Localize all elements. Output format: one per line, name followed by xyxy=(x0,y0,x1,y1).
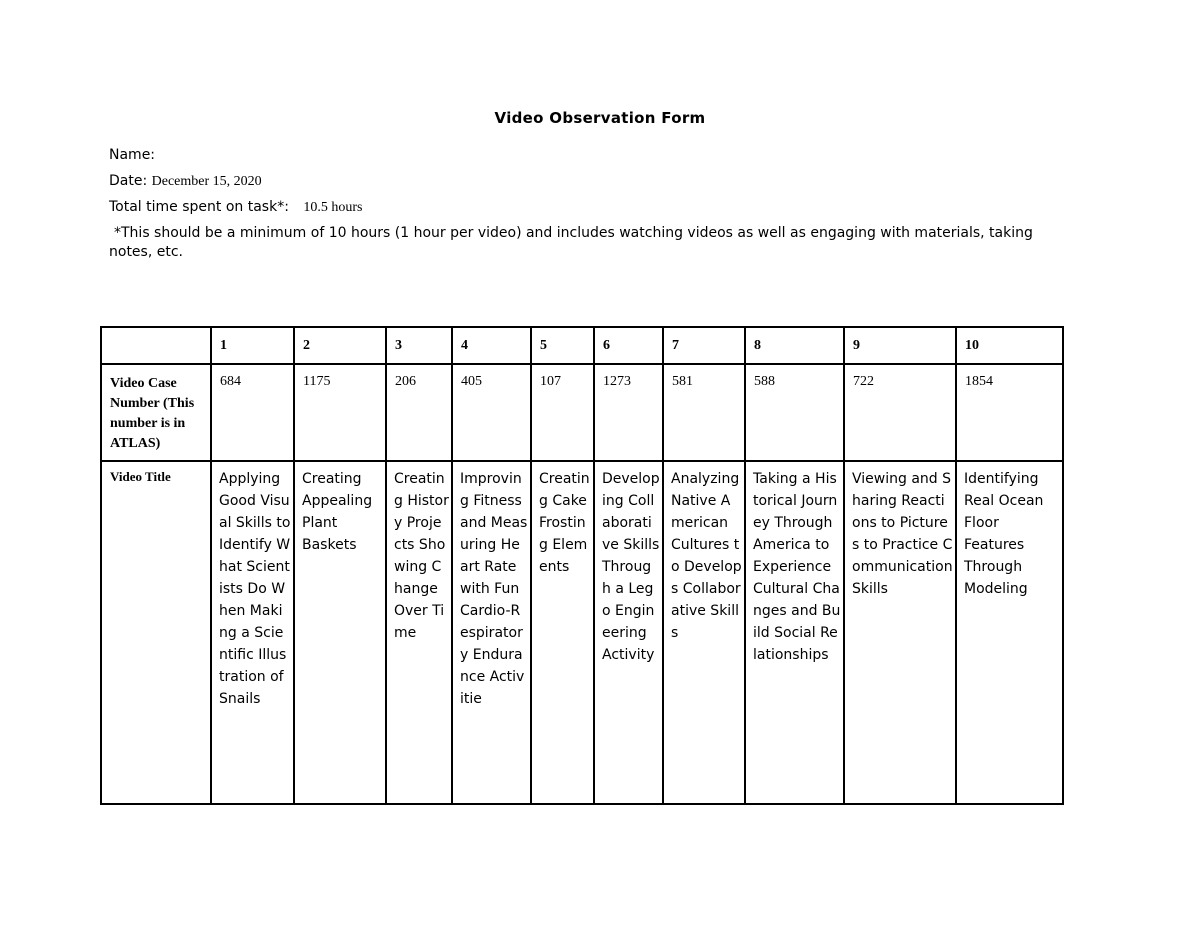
case-number-cell: 588 xyxy=(745,364,844,461)
column-number: 1 xyxy=(211,327,294,364)
column-number: 6 xyxy=(594,327,663,364)
video-title-cell: Creating Cake Frosting Elements xyxy=(531,461,594,804)
column-number: 2 xyxy=(294,327,386,364)
name-label: Name: xyxy=(109,147,156,163)
case-number-cell: 684 xyxy=(211,364,294,461)
video-title-cell: Applying Good Visual Skills to Identify What Scientists Do When Making a Scientific Illustration of Snails xyxy=(211,461,294,804)
case-number-cell: 405 xyxy=(452,364,531,461)
time-value: 10.5 hours xyxy=(303,200,363,215)
column-number: 5 xyxy=(531,327,594,364)
column-number: 10 xyxy=(956,327,1063,364)
video-title-cell: Developing Collaborative Skills Through a Lego Engineering Activity xyxy=(594,461,663,804)
time-label: Total time spent on task*: xyxy=(109,199,289,215)
form-title: Video Observation Form xyxy=(494,109,706,127)
case-number-cell: 581 xyxy=(663,364,745,461)
column-number: 8 xyxy=(745,327,844,364)
date-line xyxy=(109,173,262,190)
case-number-cell: 722 xyxy=(844,364,956,461)
header-corner-cell xyxy=(101,327,211,364)
column-number: 3 xyxy=(386,327,452,364)
case-number-row-label: Video Case Number (This number is in ATLAS) xyxy=(101,364,211,461)
date-value: December 15, 2020 xyxy=(151,174,262,189)
date-label: Date: xyxy=(109,173,148,189)
column-number: 7 xyxy=(663,327,745,364)
time-line xyxy=(109,199,363,216)
case-number-cell: 107 xyxy=(531,364,594,461)
case-number-cell: 1854 xyxy=(956,364,1063,461)
video-title-cell: Taking a Historical Journey Through America to Experience Cultural Changes and Build Social Relationships xyxy=(745,461,844,804)
case-number-cell: 1175 xyxy=(294,364,386,461)
case-number-cell: 1273 xyxy=(594,364,663,461)
video-title-cell: Analyzing Native American Cultures to Develops Collaborative Skills xyxy=(663,461,745,804)
video-title-row xyxy=(101,461,1063,804)
video-title-cell: Viewing and Sharing Reactions to Pictures to Practice Communication Skills xyxy=(844,461,956,804)
header-row xyxy=(101,327,1063,364)
video-table xyxy=(100,326,1064,805)
name-line xyxy=(109,147,155,164)
video-title-cell: Improving Fitness and Measuring Heart Rate with Fun Cardio-Respiratory Endurance Activitie xyxy=(452,461,531,804)
case-number-row xyxy=(101,364,1063,461)
column-number: 9 xyxy=(844,327,956,364)
video-title-cell: Creating Appealing Plant Baskets xyxy=(294,461,386,804)
case-number-cell: 206 xyxy=(386,364,452,461)
video-title-row-label: Video Title xyxy=(101,461,211,804)
column-number: 4 xyxy=(452,327,531,364)
requirement-note: *This should be a minimum of 10 hours (1 hour per video) and includes watching videos as well as engaging with materials, taking notes, etc. xyxy=(109,225,1033,260)
video-title-cell: Identifying Real Ocean Floor Features Through Modeling xyxy=(956,461,1063,804)
video-title-cell: Creating History Projects Showing Change Over Time xyxy=(386,461,452,804)
